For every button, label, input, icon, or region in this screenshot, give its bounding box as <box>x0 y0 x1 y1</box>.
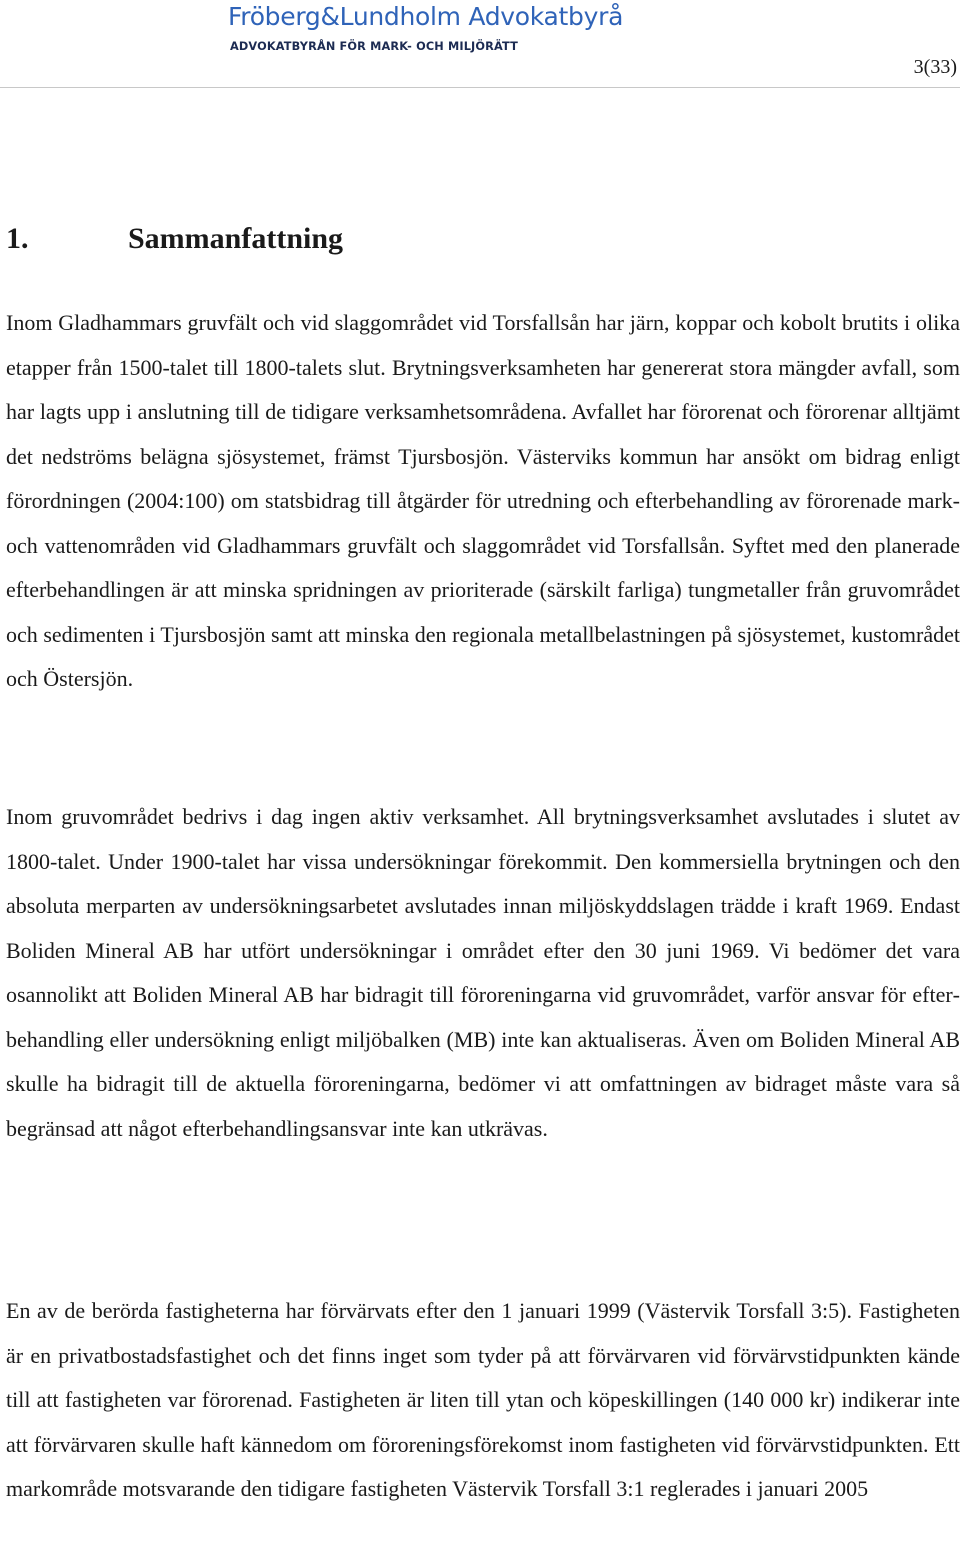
page-number: 3(33) <box>913 56 957 78</box>
section-number: 1. <box>6 222 29 255</box>
paragraph-summary-background: Inom Gladhammars gruvfält och vid slaggområdet vid Torsfallsån har järn, koppar och kobolt brutits i olika etapper från 1500-talet till 1800-talets slut. Brytningsverksamheten har genererat stora mängder avfall, som har lagts upp i anslutning till de tidigare verksamhetsområdena. Avfallet har förorenat och förorenar alltjämt det nedströms belägna sjösystemet, främst Tjursbosjön. Västerviks kommun har ansökt om bidrag enligt förordningen (2004:100) om statsbidrag till åtgärder för utredning och efterbehandling av förorenade mark- och vattenområden vid Gladhammars gruvfält och slaggområdet vid Torsfallsån. Syftet med den planerade efterbehandlingen är att minska spridningen av prioriterade (särskilt farliga) tungmetaller från gruvområdet och sedimenten i Tjursbosjön samt att minska den regionala metallbelastningen på sjösystemet, kustområdet och Östersjön. <box>6 310 960 691</box>
paragraph-mining-history: Inom gruvområdet bedrivs i dag ingen aktiv verksamhet. All brytningsverksamhet avslutades i slutet av 1800-talet. Under 1900-talet har vissa undersökningar förekommit. Den kommersiella brytningen och den absoluta merparten av undersökningsarbetet avslutades innan miljöskyddslagen trädde i kraft 1969. Endast Boliden Mineral AB har utfört undersökningar i området efter den 30 juni 1969. Vi bedömer det vara osannolikt att Boliden Mineral AB har bidragit till föroreningarna vid gruvområdet, varför ansvar för efterbehandling eller undersökning enligt miljöbalken (MB) inte kan aktualiseras. Även om Boliden Mineral AB skulle ha bidragit till de aktuella föroreningarna, bedömer vi att omfattningen av bidraget måste vara så begränsad att något efterbehandlingsansvar inte kan utkrävas. <box>6 804 960 1141</box>
letterhead-logo <box>228 2 624 53</box>
section-heading <box>6 222 343 256</box>
section-title: Sammanfattning <box>128 222 344 255</box>
paragraph-property-acquisition: En av de berörda fastigheterna har förvärvats efter den 1 januari 1999 (Västervik Torsfall 3:5). Fastigheten är en privatbostadsfastighet och det finns inget som tyder på att förvärvaren vid förvärvstidpunkten kände till att fastigheten var förorenad. Fastigheten är liten till ytan och köpeskillingen (140 000 kr) indikerar inte att förvärvaren skulle haft kännedom om föroreningsförekomst inom fastigheten vid förvärvstidpunkten. Ett markområde motsvarande den tidigare fastigheten Västervik Torsfall 3:1 reglerades i januari 2005 <box>6 1298 960 1501</box>
firm-name: Fröberg&Lundholm Advokatbyrå <box>228 2 624 31</box>
header-divider <box>0 87 960 88</box>
firm-tagline: ADVOKATBYRÅN FÖR MARK- OCH MILJÖRÄTT <box>230 40 518 53</box>
